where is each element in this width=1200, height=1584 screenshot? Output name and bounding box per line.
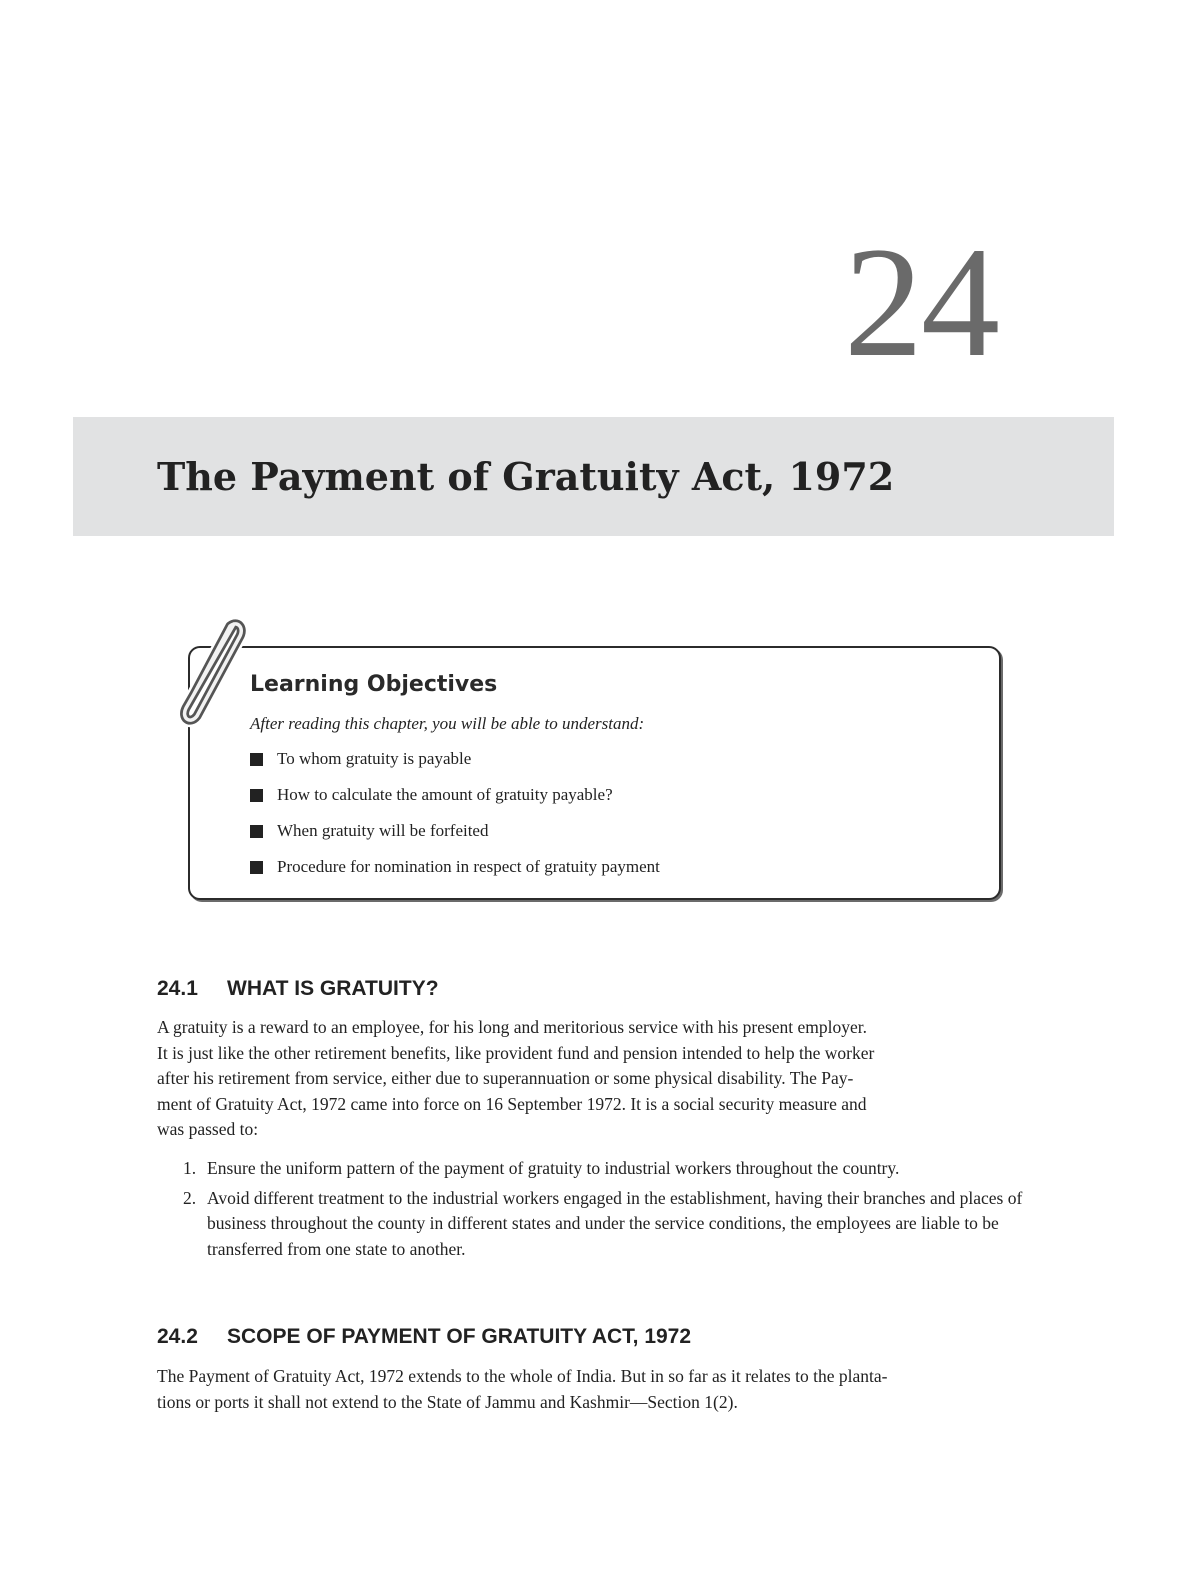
square-bullet-icon — [250, 861, 263, 874]
learning-objective-item — [250, 783, 660, 807]
section-title: SCOPE OF PAYMENT OF GRATUITY ACT, 1972 — [227, 1325, 692, 1348]
learning-objective-text: To whom gratuity is payable — [277, 749, 472, 768]
list-item-number: 2. — [183, 1187, 197, 1208]
learning-objective-text: When gratuity will be forfeited — [277, 821, 489, 840]
paragraph-line: ment of Gratuity Act, 1972 came into force on 16 September 1972. It is a social security measure and — [157, 1093, 867, 1114]
section-24-2-paragraph — [157, 1364, 1032, 1415]
paragraph-line: It is just like the other retirement benefits, like provident fund and pension intended to help the worker — [157, 1042, 875, 1063]
list-item-text: Avoid different treatment to the industrial workers engaged in the establishment, having their branches and places of business throughout the county in different states and under the service conditions, the employees are liable to be transferred from one state to another. — [207, 1187, 1023, 1259]
section-number: 24.1 — [157, 977, 198, 1000]
learning-objective-item — [250, 819, 660, 843]
section-title: WHAT IS GRATUITY? — [227, 977, 439, 1000]
list-item-number: 1. — [183, 1158, 197, 1178]
learning-objectives-box — [188, 646, 1001, 900]
square-bullet-icon — [250, 789, 263, 802]
paragraph-line: tions or ports it shall not extend to the State of Jammu and Kashmir—Section 1(2). — [157, 1391, 738, 1412]
list-item — [183, 1156, 1032, 1182]
learning-objectives-list — [250, 747, 660, 891]
learning-objectives-heading: Learning Objectives — [250, 672, 498, 697]
chapter-title-band — [73, 417, 1114, 536]
paragraph-line: was passed to: — [157, 1119, 259, 1140]
learning-objective-text: Procedure for nomination in respect of gratuity payment — [277, 857, 660, 876]
list-item — [183, 1186, 1032, 1263]
square-bullet-icon — [250, 753, 263, 766]
section-number: 24.2 — [157, 1325, 198, 1348]
paragraph-line: after his retirement from service, either due to superannuation or some physical disability. The Pay- — [157, 1068, 854, 1089]
chapter-number: 24 — [844, 215, 998, 390]
paragraph-line: A gratuity is a reward to an employee, for his long and meritorious service with his present employer. — [157, 1017, 868, 1037]
square-bullet-icon — [250, 825, 263, 838]
learning-objectives-intro: After reading this chapter, you will be able to understand: — [250, 714, 645, 733]
learning-objective-text: How to calculate the amount of gratuity payable? — [277, 785, 613, 804]
section-heading-24-1 — [157, 975, 439, 1003]
chapter-title: The Payment of Gratuity Act, 1972 — [157, 454, 895, 499]
paperclip-icon — [168, 608, 258, 730]
section-24-1-paragraph — [157, 1015, 1032, 1143]
section-heading-24-2 — [157, 1323, 691, 1351]
learning-objective-item — [250, 747, 660, 771]
learning-objective-item — [250, 855, 660, 879]
list-item-text: Ensure the uniform pattern of the payment of gratuity to industrial workers throughout the country. — [207, 1158, 900, 1178]
paragraph-line: The Payment of Gratuity Act, 1972 extends to the whole of India. But in so far as it relates to the planta- — [157, 1366, 888, 1386]
gratuity-purpose-list — [183, 1156, 1032, 1266]
